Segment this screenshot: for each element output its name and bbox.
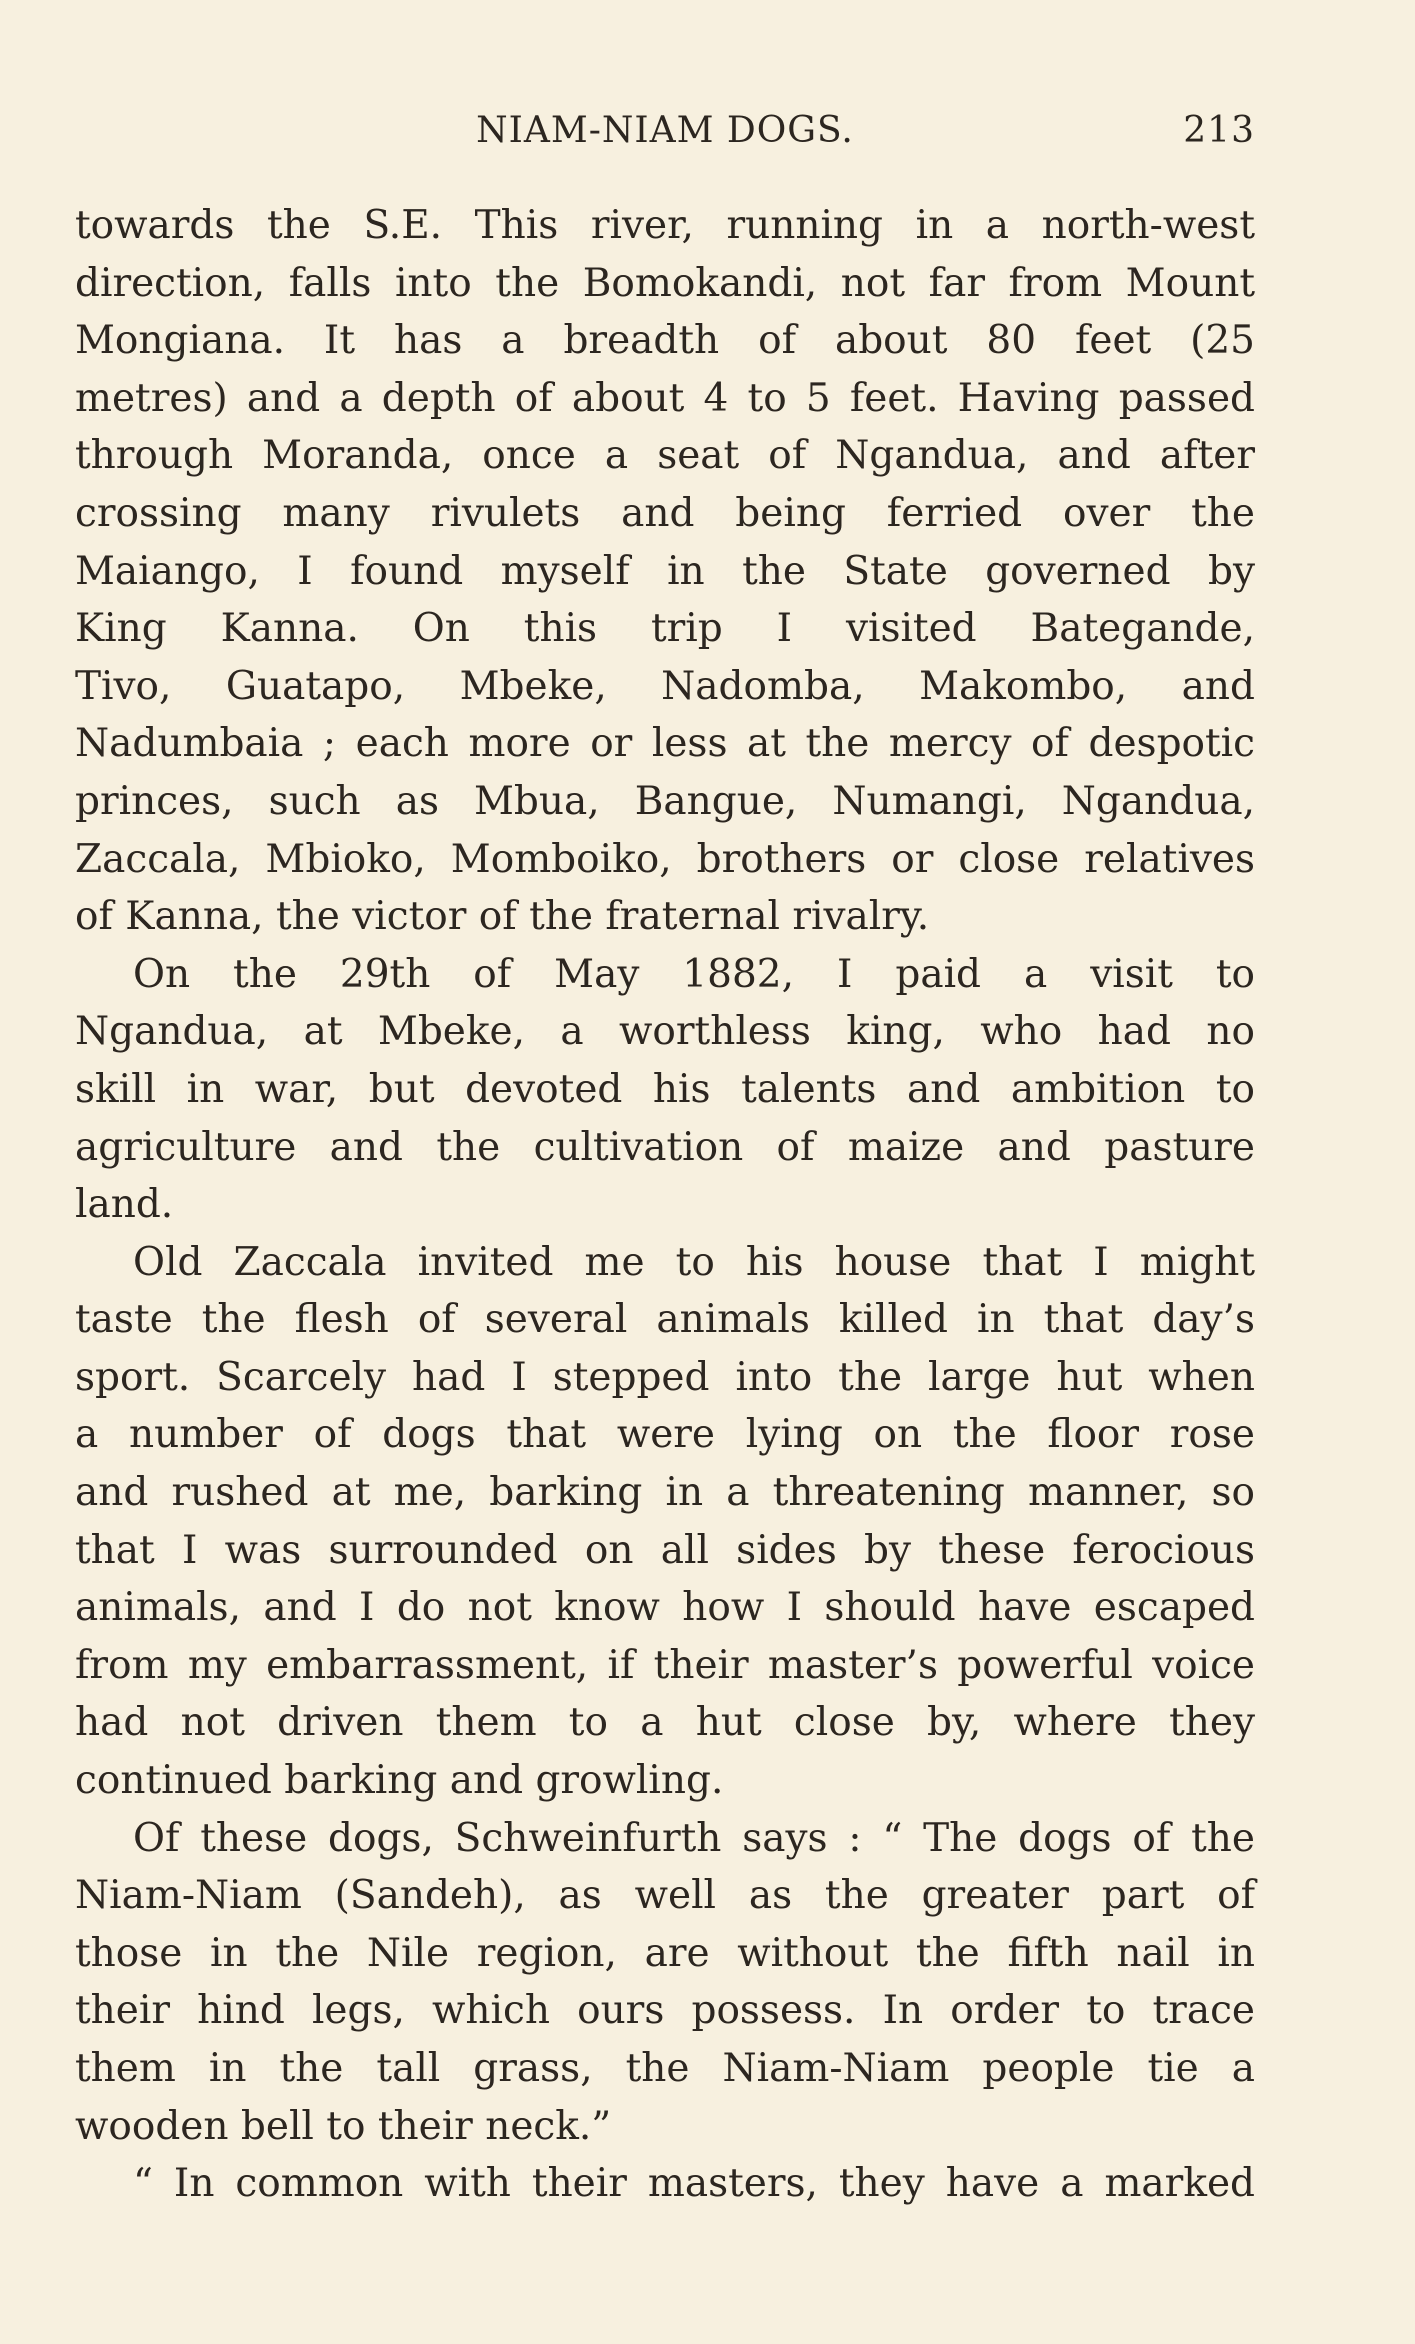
text-line: towards the S.E. This river, running in a north-west <box>75 203 1255 248</box>
text-line: direction, falls into the Bomokandi, not far from Mount <box>75 260 1255 306</box>
text-line: them in the tall grass, the Niam-Niam people tie a <box>75 2046 1255 2091</box>
text-line: Ngandua, at Mbeke, a worthless king, who had no <box>75 1009 1255 1055</box>
text-line: On the 29th of May 1882, I paid a visit to <box>133 951 1255 997</box>
text-line: continued barking and growling. <box>75 1758 724 1804</box>
text-line: Zaccala, Mbioko, Momboiko, brothers or close relatives <box>75 836 1255 882</box>
text-line: their hind legs, which ours possess. In order to trace <box>75 1988 1255 2034</box>
text-line: land. <box>75 1182 174 1228</box>
page-number: 213 <box>1183 110 1255 151</box>
text-line: that I was surrounded on all sides by these ferocious <box>75 1527 1255 1573</box>
text-line: agriculture and the cultivation of maize and pasture <box>75 1124 1255 1170</box>
text-line: those in the Nile region, are without the fifth nail in <box>75 1930 1255 1976</box>
text-line: Tivo, Guatapo, Mbeke, Nadomba, Makombo, and <box>75 663 1255 709</box>
text-line: Maiango, I found myself in the State governed by <box>75 548 1255 594</box>
text-line: Old Zaccala invited me to his house that I might <box>133 1239 1255 1285</box>
text-line: metres) and a depth of about 4 to 5 feet. Having passed <box>75 375 1255 421</box>
text-line: skill in war, but devoted his talents and ambition to <box>75 1066 1255 1112</box>
running-head: NIAM-NIAM DOGS. <box>476 110 854 151</box>
text-line: princes, such as Mbua, Bangue, Numangi, Ngandua, <box>75 778 1255 824</box>
text-line: Niam-Niam (Sandeh), as well as the greater part of <box>75 1873 1255 1919</box>
text-line: “ In common with their masters, they have a marked <box>133 2161 1255 2207</box>
text-line: from my embarrassment, if their master’s powerful voice <box>75 1642 1255 1688</box>
body-text <box>75 197 1255 2213</box>
text-line: taste the flesh of several animals killed in that day’s <box>75 1297 1255 1343</box>
page-header <box>75 110 1255 160</box>
text-line: Nadumbaia ; each more or less at the mercy of despotic <box>75 721 1255 767</box>
text-line: King Kanna. On this trip I visited Bategande, <box>75 606 1255 652</box>
text-line: sport. Scarcely had I stepped into the large hut when <box>75 1354 1255 1400</box>
text-line: animals, and I do not know how I should have escaped <box>75 1585 1255 1631</box>
text-line: Of these dogs, Schweinfurth says : “ The dogs of the <box>133 1815 1255 1861</box>
text-line: had not driven them to a hut close by, where they <box>75 1700 1255 1746</box>
text-line: wooden bell to their neck.” <box>75 2103 612 2149</box>
text-line: crossing many rivulets and being ferried over the <box>75 490 1255 536</box>
text-line: Mongiana. It has a breadth of about 80 feet (25 <box>75 318 1255 364</box>
text-line: through Moranda, once a seat of Ngandua, and after <box>75 433 1255 479</box>
text-line: and rushed at me, barking in a threatening manner, so <box>75 1470 1255 1516</box>
text-line: a number of dogs that were lying on the floor rose <box>75 1412 1255 1458</box>
text-line: of Kanna, the victor of the fraternal rivalry. <box>75 894 930 940</box>
